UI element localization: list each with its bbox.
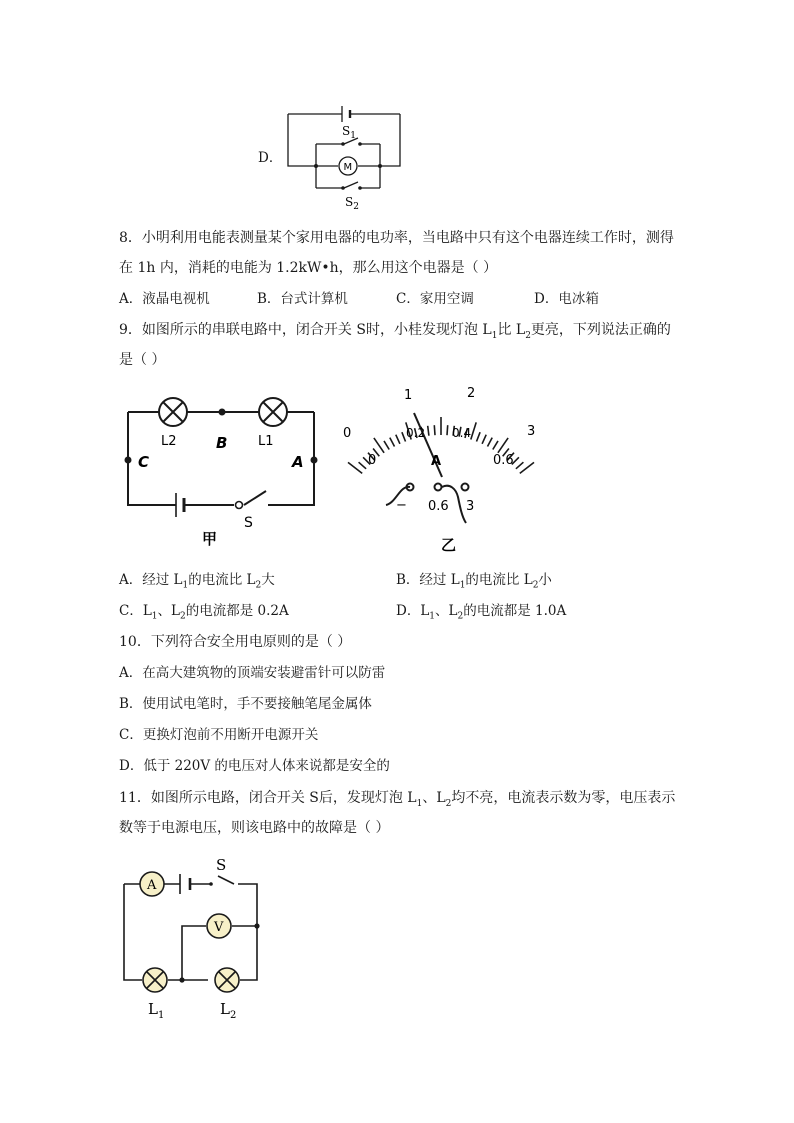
option-d-label: D． [258, 150, 283, 166]
q10-option-b: B．使用试电笔时，手不要接触笔尾金属体 [119, 696, 372, 712]
switch-s-label-q11: S [216, 856, 227, 874]
dial-tick [516, 462, 524, 469]
switch-s-label: S [244, 515, 253, 531]
dial-tick [359, 462, 367, 469]
dial-tick [384, 441, 389, 450]
q9-option-b: B．经过 $L_1$的电流比 $L_2$小 [396, 572, 552, 591]
q8-option-d: D．电冰箱 [534, 291, 599, 307]
circuit-diagram-d [280, 100, 410, 212]
terminal-3-label: 3 [466, 499, 475, 514]
outer-tick-2: 2 [467, 386, 476, 401]
dial-tick [396, 435, 400, 444]
q11-stem-line2: 数等于电源电压，则该电路中的故障是（ ） [119, 820, 390, 836]
dial-tick [402, 432, 406, 441]
circuit-diagram-q11 [118, 852, 278, 1024]
ammeter-dial-yi [338, 385, 548, 555]
q8-option-b: B．台式计算机 [257, 291, 348, 307]
dial-tick [493, 441, 498, 450]
q8-stem-line1: 8．小明利用电能表测量某个家用电器的电功率，当电路中只有这个电器连续工作时，测得 [119, 230, 674, 246]
inner-tick-06: 0.6 [493, 453, 514, 468]
figure-yi-caption: 乙 [441, 536, 457, 554]
dial-tick [488, 438, 493, 447]
q9-stem-line2: 是（ ） [119, 352, 166, 368]
inner-tick-04: 0.4 [452, 426, 472, 440]
q8-stem-line2: 在 1h 内，消耗的电能为 1.2kW•h，那么用这个电器是（ ） [119, 260, 498, 276]
q9-option-d: D．$L_1$、$L_2$的电流都是 1.0A [396, 603, 567, 622]
q9-option-a: A．经过 $L_1$的电流比 $L_2$大 [119, 572, 275, 591]
outer-tick-3: 3 [527, 424, 536, 439]
dial-tick [482, 435, 486, 444]
q10-option-c: C．更换灯泡前不用断开电源开关 [119, 727, 319, 743]
inner-tick-0: 0 [368, 453, 377, 468]
dial-tick [428, 426, 429, 436]
terminal-minus-label: − [396, 498, 407, 513]
q8-option-a: A．液晶电视机 [119, 291, 210, 307]
q11-stem-line1: 11．如图所示电路，闭合开关 S后，发现灯泡 $L_1$、$L_2$均不亮，电流表示数为零，电压表示 [119, 790, 676, 809]
switch-s1-label: $S_1$ [342, 124, 356, 141]
dial-tick [471, 422, 476, 439]
terminal-06-label: 0.6 [428, 499, 449, 514]
voltmeter-v-label: V [214, 920, 224, 935]
point-a-label: A [292, 453, 304, 471]
point-b-label: B [216, 434, 228, 452]
point-c-label: C [138, 453, 150, 471]
dial-tick [390, 438, 395, 447]
dial-tick [447, 425, 448, 435]
lamp-l1-label-q11: $L_1$ [148, 1000, 165, 1021]
outer-tick-1: 1 [404, 388, 413, 403]
q9-option-c: C．$L_1$、$L_2$的电流都是 0.2A [119, 603, 289, 622]
q10-option-d: D．低于 220V 的电压对人体来说都是安全的 [119, 758, 390, 774]
q8-option-c: C．家用空调 [396, 291, 474, 307]
inner-tick-02: 0.2 [406, 426, 426, 440]
lamp-l2-label: L2 [161, 434, 177, 449]
q10-stem: 10．下列符合安全用电原则的是（ ） [119, 634, 352, 650]
q9-stem-line1: 9．如图所示的串联电路中，闭合开关 S时，小桂发现灯泡 $L_1$比 $L_2$更亮，下列说法正确的 [119, 322, 671, 341]
ammeter-a-label: A [147, 878, 157, 893]
figure-jia-caption: 甲 [202, 530, 218, 548]
circuit-diagram-jia [118, 385, 328, 550]
q10-option-a: A．在高大建筑物的顶端安装避雷针可以防雷 [119, 665, 386, 681]
lamp-l1-label: L1 [258, 434, 274, 449]
dial-tick [477, 432, 481, 441]
lamp-l2-label-q11: $L_2$ [220, 1000, 237, 1021]
outer-tick-0: 0 [343, 426, 352, 441]
switch-s2-label: $S_2$ [345, 195, 359, 212]
dial-tick [434, 425, 435, 435]
motor-label: M [343, 162, 353, 173]
unit-a-label: A [431, 454, 442, 469]
